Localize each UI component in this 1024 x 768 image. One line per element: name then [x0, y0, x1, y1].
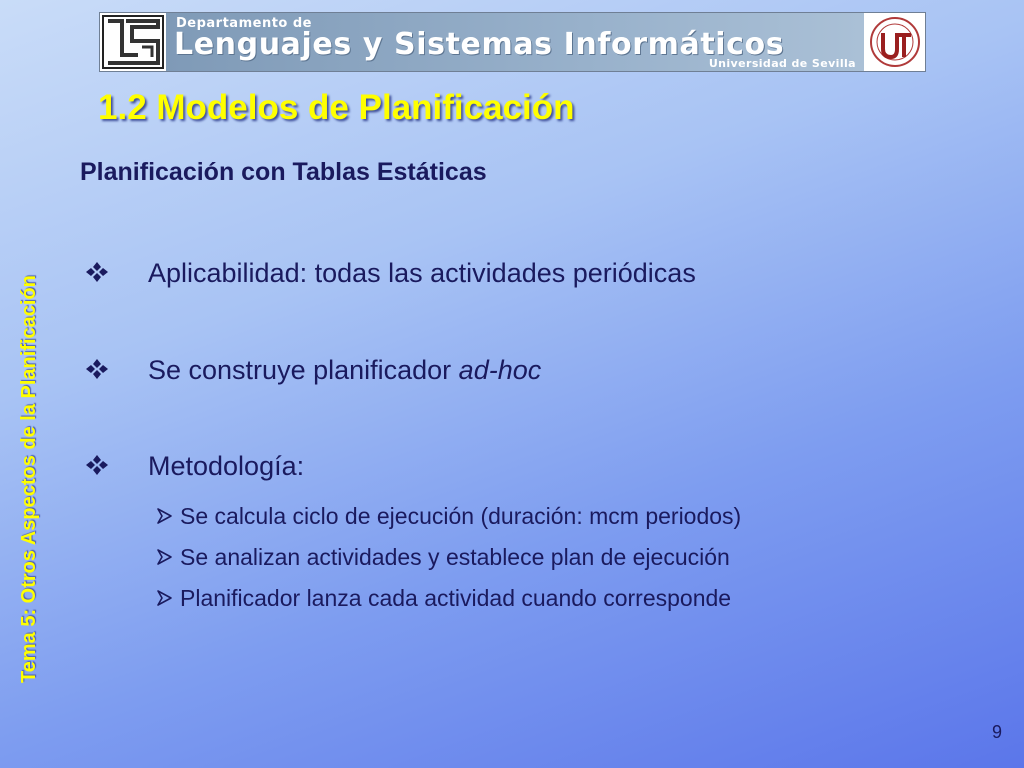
- department-title: Lenguajes y Sistemas Informáticos: [174, 27, 785, 62]
- banner-title-block: [166, 13, 864, 71]
- bullet-item: [80, 258, 696, 289]
- diamond-bullet-icon: [80, 356, 114, 378]
- page-number: 9: [991, 722, 1002, 742]
- lsi-logo-icon: [102, 15, 164, 69]
- slide-title: 1.2 Modelos de Planificación: [98, 88, 575, 127]
- sub-bullet-item: [156, 503, 741, 530]
- diamond-bullet-icon: [80, 452, 114, 474]
- sub-bullet-text: Planificador lanza cada actividad cuando corresponde: [180, 585, 732, 611]
- bullet-text: Metodología:: [148, 451, 305, 481]
- header-banner: [99, 12, 926, 72]
- slide-subtitle: Planificación con Tablas Estáticas: [80, 158, 487, 186]
- sub-bullet-item: [156, 544, 730, 571]
- university-seal-icon: [867, 15, 923, 69]
- arrow-bullet-icon: [156, 545, 174, 563]
- bullet-text-emphasis: ad-hoc: [458, 355, 542, 385]
- sub-bullet-item: [156, 585, 731, 612]
- side-topic-label: Tema 5: Otros Aspectos de la Planificación: [18, 275, 40, 683]
- bullet-item: [80, 451, 304, 482]
- bullet-item: [80, 355, 541, 386]
- department-label: Departamento de: [176, 16, 312, 31]
- bullet-text: Se construye planificador: [148, 355, 459, 385]
- arrow-bullet-icon: [156, 586, 174, 604]
- diamond-bullet-icon: [80, 259, 114, 281]
- university-label: Universidad de Sevilla: [708, 57, 856, 70]
- arrow-bullet-icon: [156, 504, 174, 522]
- sub-bullet-text: Se calcula ciclo de ejecución (duración: mcm periodos): [180, 503, 742, 529]
- bullet-text: Aplicabilidad: todas las actividades periódicas: [148, 258, 696, 288]
- sub-bullet-text: Se analizan actividades y establece plan de ejecución: [180, 544, 730, 570]
